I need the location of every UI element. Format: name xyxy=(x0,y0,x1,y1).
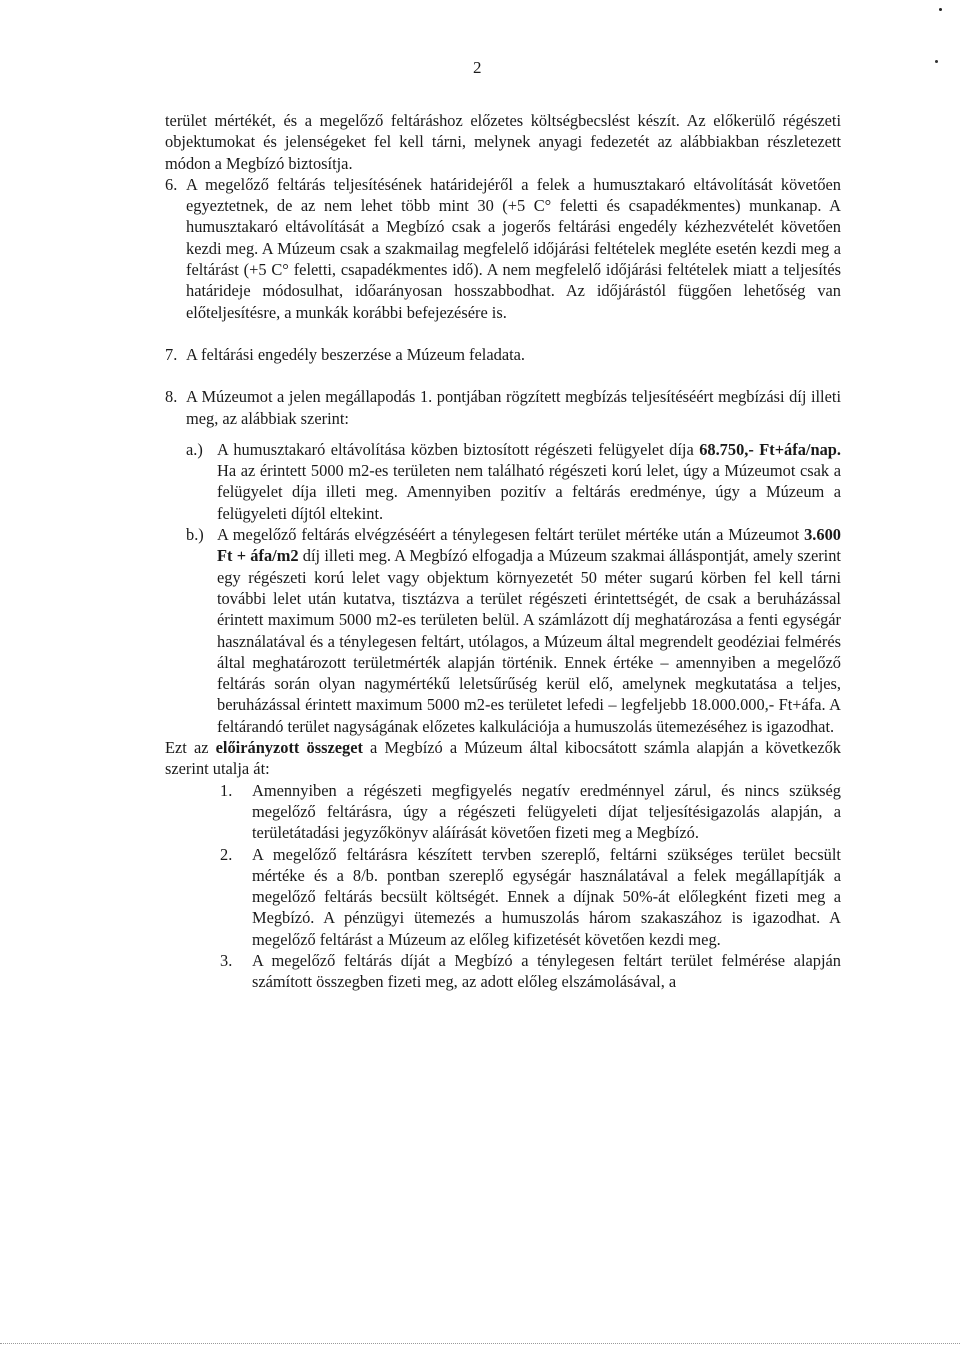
fee-text-part: A humusztakaró eltávolítása közben biztosított régészeti felügyelet díja xyxy=(217,439,700,459)
fee-text-part: Ha az érintett 5000 m2-es területen nem található régészeti korú lelet, úgy a Múzeumot csak a felügyelet díja illeti meg. Amennyiben pozitív a feltárás eredménye, úgy a Múzeum a felügyeleti díjtól eltekint. xyxy=(217,461,841,523)
fee-amount: 68.750,- Ft+áfa/nap. xyxy=(699,439,841,459)
fee-list xyxy=(186,439,841,737)
payment-item xyxy=(220,780,841,844)
scan-speck xyxy=(939,8,942,11)
fee-amount: 3.600 Ft + áfa/m2 xyxy=(217,525,841,566)
payment-text: A megelőző feltárásra készített tervben szereplő, feltárni szükséges terület becsült mértéke és a 8/b. pontban szereplő egységár használatával a felek megállapítják a megelőző feltárás becsült költségét. Ennek a díjnak 50%-át előlegként fizeti meg a Megbízó. A pénzügyi ütemezés a humuszolás három szakaszához is igazodhat. A megelőző feltárást a Múzeum az előleg kifizetését követően kezdi meg. xyxy=(252,844,841,949)
summary-text-part: Ezt az xyxy=(165,738,216,758)
payment-number: 1. xyxy=(220,780,233,800)
fee-label: b.) xyxy=(186,525,204,545)
fee-text xyxy=(217,439,841,524)
payment-text: A megelőző feltárás díját a Megbízó a ténylegesen feltárt terület felmérése alapján számított összegben fizeti meg, az adott előleg elszámolásával, a xyxy=(252,950,841,992)
fee-item-a xyxy=(186,439,841,524)
payment-number: 3. xyxy=(220,950,233,970)
section-7 xyxy=(165,344,841,365)
document-body xyxy=(165,110,841,993)
section-number: 8. xyxy=(165,387,178,407)
section-text: A Múzeumot a jelen megállapodás 1. pontjában rögzített megbízás teljesítéséért megbízási díj illeti meg, az alábbiak szerint: xyxy=(186,387,841,428)
section-number: 6. xyxy=(165,174,178,194)
fee-text xyxy=(217,524,841,737)
summary-emphasis: előirányzott összeget xyxy=(215,738,363,758)
intro-paragraph: terület mértékét, és a megelőző feltáráshoz előzetes költségbecslést készít. Az előkerülő régészeti objektumokat és jelenségeket fel kell tárni, melynek anyagi fedezetét az alábbiakban részletezett módon a Megbízó biztosítja. xyxy=(165,111,841,173)
section-number: 7. xyxy=(165,344,178,364)
fee-text-part: díj illeti meg. A Megbízó elfogadja a Múzeum szakmai álláspontját, amely szerint egy régészeti korú lelet vagy objektum környezetét 50 méter sugarú körben fel kell tárni további lelet után kutatva, tisztázva a terület régészeti érintettségét, de csak a beruházással érintett maximum 5000 m2-es területen belül. A számlázott díj meghatározása a fenti egységár használatával és a ténylegesen feltárt, utólagos, a Múzeum által megrendelt geodéziai felmérés által meghatározott területmérték alapján történik. Ennek értéke – amennyiben a megelőző feltárás során olyan nagymértékű leletsűrűség kerül elő, amelynek megkutatása a teljes, beruházással érintett maximum 5000 m2-es területet lefedi – legfeljebb 18.000.000,- Ft+áfa. A feltárandó terület nagyságának előzetes kalkulációja a humuszolás ütemezéséhez is igazodhat. xyxy=(217,546,841,736)
payment-text: Amennyiben a régészeti megfigyelés negatív eredménnyel zárul, és nincs szükség megelőző feltárásra, úgy a régészeti felügyeleti díjat teljesítésigazolás alapján, a területátadási jegyzőkönyv aláírását követően fizeti meg a Megbízó. xyxy=(252,780,841,843)
page-number: 2 xyxy=(473,58,482,77)
scan-edge-line xyxy=(0,1343,960,1344)
fee-text-part: A megelőző feltárás elvégzéséért a ténylegesen feltárt terület mértéke után a Múzeumot xyxy=(217,525,805,545)
summary-text-part: a Megbízó a Múzeum által kibocsátott számla alapján a következők szerint utalja át: xyxy=(165,738,841,779)
payment-item xyxy=(220,844,841,950)
section-6 xyxy=(165,174,841,323)
payment-list xyxy=(220,780,841,993)
section-8 xyxy=(165,386,841,429)
section-text: A feltárási engedély beszerzése a Múzeum feladata. xyxy=(186,344,526,364)
payment-item xyxy=(220,950,841,993)
section-text: A megelőző feltárás teljesítésének határidejéről a felek a humusztakaró eltávolítását követően egyeztetnek, de az nem lehet több mint 30 (+5 C° feletti és csapadékmentes) munkanap. A humusztakaró eltávolítását a Megbízó csak a jogerős feltárási engedély kézhezvételét követően kezdi meg. A Múzeum csak a szakmailag megfelelő időjárási feltételek megléte esetén kezdi meg a feltárást (+5 C° feletti, csapadékmentes idő). A nem megfelelő időjárási feltételek miatt a teljesítés határideje módosulhat, időarányosan hosszabbodhat. Az időjárástól függően lehetőség van előteljesítésre, a munkák korábbi befejezésére is. xyxy=(186,174,841,322)
payment-summary xyxy=(165,737,841,780)
fee-label: a.) xyxy=(186,439,203,459)
fee-item-b xyxy=(186,524,841,737)
scan-speck xyxy=(935,60,938,63)
payment-number: 2. xyxy=(220,844,233,864)
